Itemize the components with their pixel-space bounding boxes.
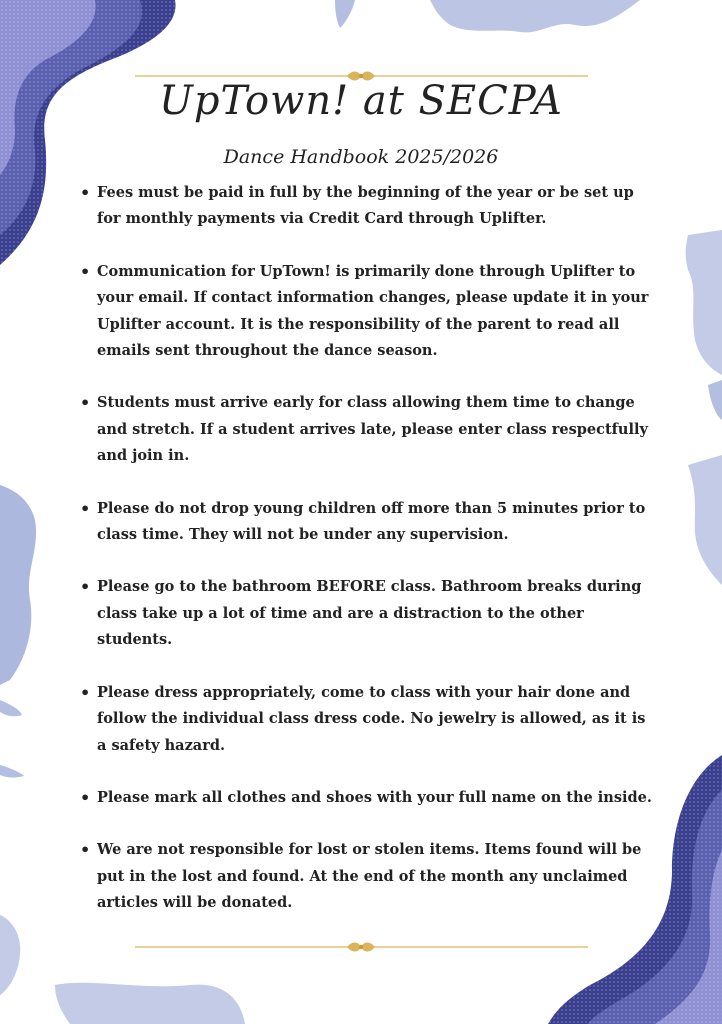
list-item: • We are not responsible for lost or stolen items. Items found will be put in the lost and found. At the end of the month any unclaimed articles will be donated. bbox=[82, 837, 652, 916]
page-title: UpTown! at SECPA bbox=[159, 78, 563, 124]
list-item: • Fees must be paid in full by the beginning of the year or be set up for monthly payments via Credit Card through Uplifter. bbox=[82, 180, 652, 233]
list-item: • Students must arrive early for class allowing them time to change and stretch. If a student arrives late, please enter class respectfully and join in. bbox=[82, 390, 652, 469]
list-item: • Please do not drop young children off more than 5 minutes prior to class time. They will not be under any supervision. bbox=[82, 496, 652, 549]
bottom-gold-divider bbox=[135, 943, 588, 952]
rules-list bbox=[82, 180, 652, 943]
list-item: • Please go to the bathroom BEFORE class. Bathroom breaks during class take up a lot of time and are a distraction to the other students. bbox=[82, 574, 652, 653]
list-item: • Please dress appropriately, come to class with your hair done and follow the individual class dress code. No jewelry is allowed, as it is a safety hazard. bbox=[82, 680, 652, 759]
list-item: • Please mark all clothes and shoes with your full name on the inside. bbox=[82, 785, 652, 811]
list-item: • Communication for UpTown! is primarily done through Uplifter to your email. If contact information changes, please update it in your Uplifter account. It is the responsibility of the parent to read all emails sent throughout the dance season. bbox=[82, 259, 652, 365]
page-subtitle: Dance Handbook 2025/2026 bbox=[223, 146, 499, 168]
